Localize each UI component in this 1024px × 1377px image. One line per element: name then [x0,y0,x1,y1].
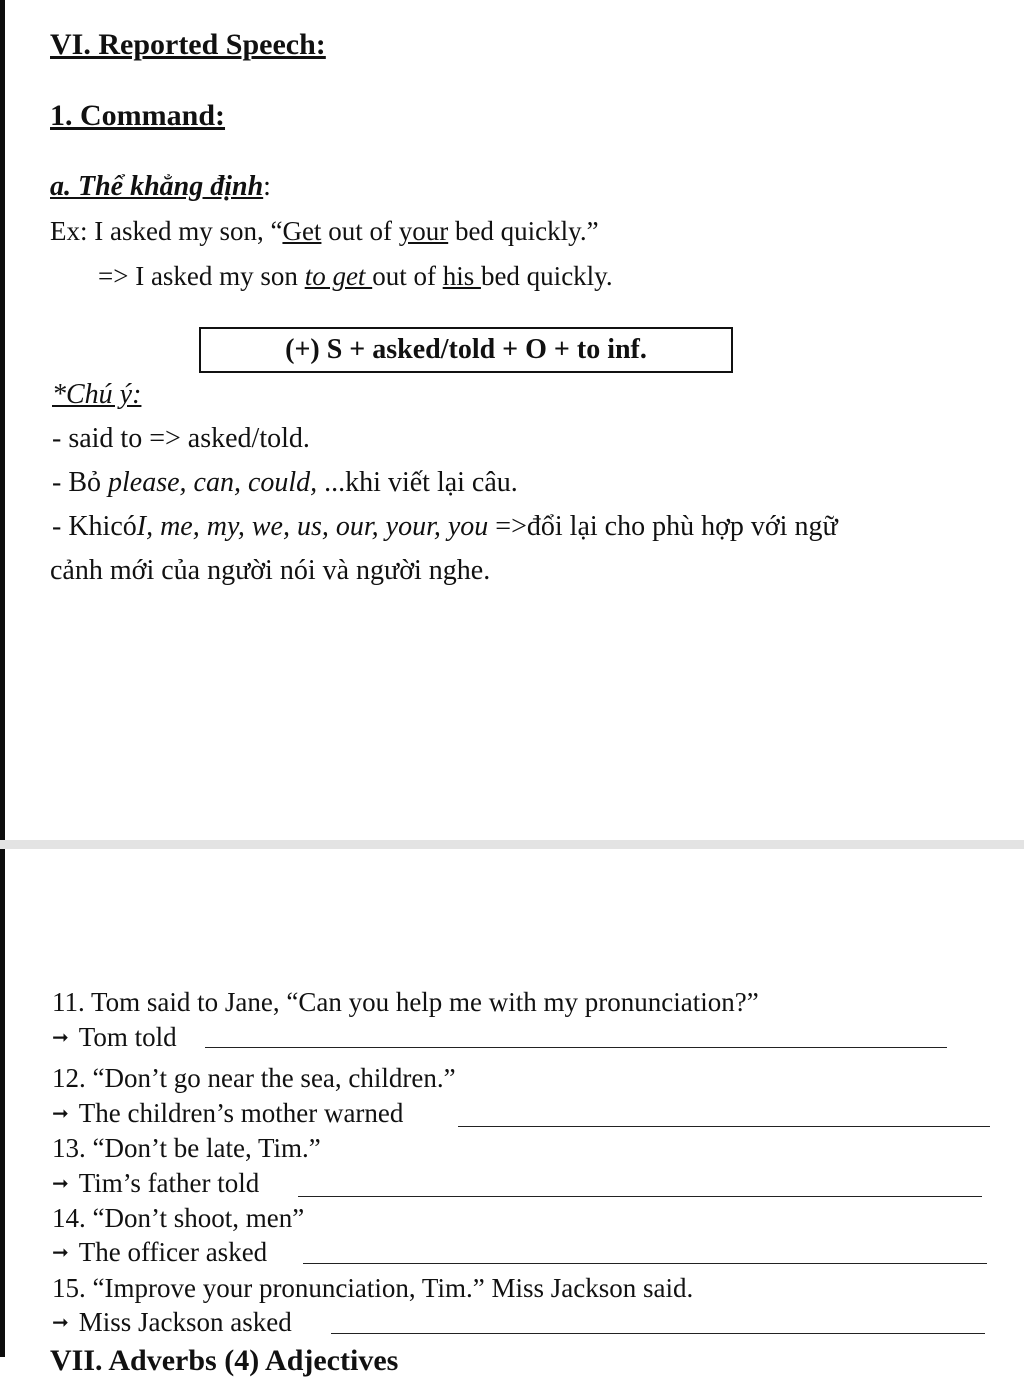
example-mid: out of [321,216,399,246]
exercise-12-answer-line[interactable] [458,1126,990,1127]
exercise-13-prompt: Tim’s father told [78,1168,260,1198]
notes-title: *Chú ý: [52,379,142,410]
notes-line-3 [52,513,838,541]
example-prefix: Ex: I asked my son, “ [50,216,283,246]
notes-line-2 [52,469,518,497]
exercise-11-answer [52,1024,177,1051]
reported-mid: out of [372,261,443,291]
exercise-12-prompt: The children’s mother warned [78,1098,404,1128]
right-arrow-icon: ➞ [52,1240,69,1264]
exercise-15-answer-line[interactable] [331,1333,985,1334]
page-divider [0,840,1024,849]
right-arrow-icon: ➞ [52,1171,69,1195]
page-left-edge [0,0,5,1357]
notes-line-3-prefix: - Khicó [52,511,137,542]
notes-line-3-italic: I, me, my, we, us, our, your, you [136,511,489,542]
part-a-heading-text: a. Thể khẳng định [50,171,264,202]
exercise-11-question: 11. Tom said to Jane, “Can you help me with my pronunciation?” [52,987,759,1017]
example-suffix: bed quickly.” [448,216,599,246]
exercise-12-question: 12. “Don’t go near the sea, children.” [52,1063,456,1093]
reported-to-get: to get [304,261,373,291]
reported-sentence [98,263,613,290]
exercise-15-question: 15. “Improve your pronunciation, Tim.” Miss Jackson said. [52,1273,694,1303]
reported-prefix: => I asked my son [98,261,305,291]
exercise-11-answer-line[interactable] [205,1047,947,1048]
exercise-13-question: 13. “Don’t be late, Tim.” [52,1133,321,1163]
right-arrow-icon: ➞ [52,1101,69,1125]
exercise-13-answer-line[interactable] [298,1196,982,1197]
example-your: your [398,216,449,246]
example-get: Get [282,216,322,246]
subsection-title: 1. Command: [50,99,226,132]
section-title: VI. Reported Speech: [50,28,326,61]
next-section-heading-cut: VII. Adverbs (4) Adjectives [50,1344,399,1377]
notes-line-4: cảnh mới của người nói và người nghe. [50,555,491,586]
right-arrow-icon: ➞ [52,1025,69,1049]
notes-line-3-suffix: =>đổi lại cho phù hợp với ngữ [488,511,838,542]
exercise-14-answer [52,1239,267,1266]
part-a-heading-colon: : [263,171,271,202]
right-arrow-icon: ➞ [52,1310,69,1334]
exercise-13-answer [52,1170,259,1197]
exercise-15-answer [52,1309,292,1336]
exercise-11-prompt: Tom told [78,1022,177,1052]
exercise-14-answer-line[interactable] [303,1263,987,1264]
notes-line-2-italic: please, can, could, [108,467,318,498]
exercise-15-prompt: Miss Jackson asked [78,1307,292,1337]
part-a-heading [50,173,271,201]
reported-suffix: bed quickly. [480,261,613,291]
exercise-14-question: 14. “Don’t shoot, men” [52,1203,305,1233]
notes-line-2-prefix: - Bỏ [52,467,108,498]
example-sentence [50,218,599,245]
formula-box: (+) S + asked/told + O + to inf. [199,327,733,373]
exercise-12-answer [52,1100,403,1127]
notes-line-2-suffix: ...khi viết lại câu. [317,467,518,498]
exercise-14-prompt: The officer asked [78,1237,268,1267]
notes-line-1: - said to => asked/told. [52,423,310,454]
reported-his: his [442,261,481,291]
